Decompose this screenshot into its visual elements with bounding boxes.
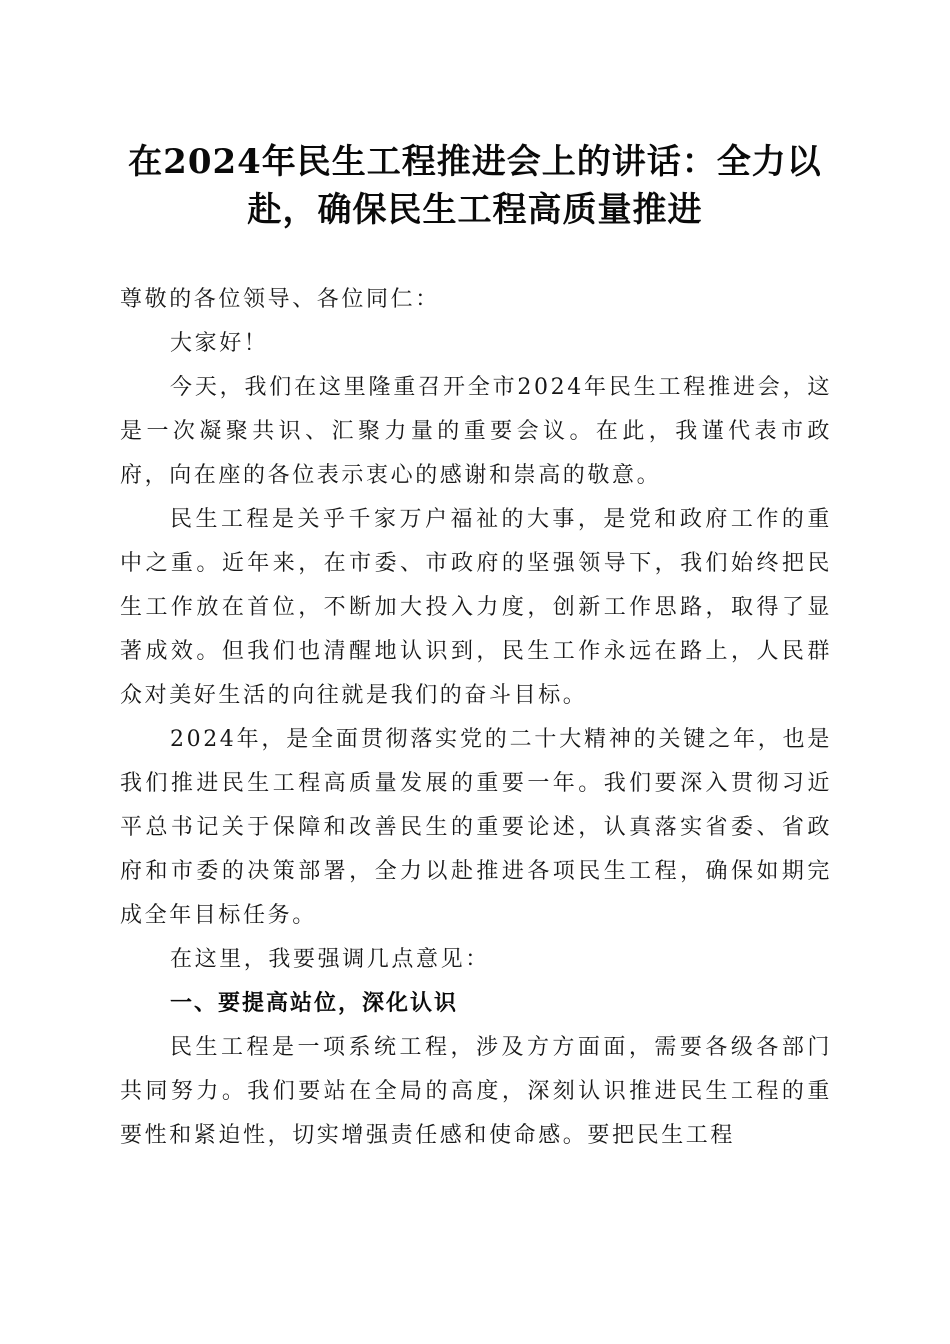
paragraph-2024-goals: 2024年，是全面贯彻落实党的二十大精神的关键之年，也是我们推进民生工程高质量发展的重要一年。我们要深入贯彻习近平总书记关于保障和改善民生的重要论述，认真落实省委、省政府和市委的决策部署，全力以赴推进各项民生工程，确保如期完成全年目标任务。 [120, 727, 832, 928]
paragraph-intro-points: 在这里，我要强调几点意见： [170, 947, 490, 972]
section-paragraph: 民生工程是一项系统工程，涉及方方面面，需要各级各部门共同努力。我们要站在全局的高度，深刻认识推进民生工程的重要性和紧迫性，切实增强责任感和使命感。要把民生工程 [120, 1035, 832, 1148]
section-heading: 一、要提高站位，深化认识 [170, 991, 459, 1016]
paragraph-importance: 民生工程是关乎千家万户福祉的大事，是党和政府工作的重中之重。近年来，在市委、市政府的坚强领导下，我们始终把民生工作放在首位，不断加大投入力度，创新工作思路，取得了显著成效。但我们也清醒地认识到，民生工作永远在路上，人民群众对美好生活的向往就是我们的奋斗目标。 [120, 507, 832, 708]
greeting: 大家好！ [170, 331, 269, 356]
document-body [120, 278, 832, 1158]
page-title: 在2024年民生工程推进会上的讲话：全力以赴，确保民生工程高质量推进 [128, 142, 822, 230]
salutation: 尊敬的各位领导、各位同仁： [120, 287, 440, 312]
paragraph-opening: 今天，我们在这里隆重召开全市2024年民生工程推进会，这是一次凝聚共识、汇聚力量的重要会议。在此，我谨代表市政府，向在座的各位表示衷心的感谢和崇高的敬意。 [120, 375, 832, 488]
